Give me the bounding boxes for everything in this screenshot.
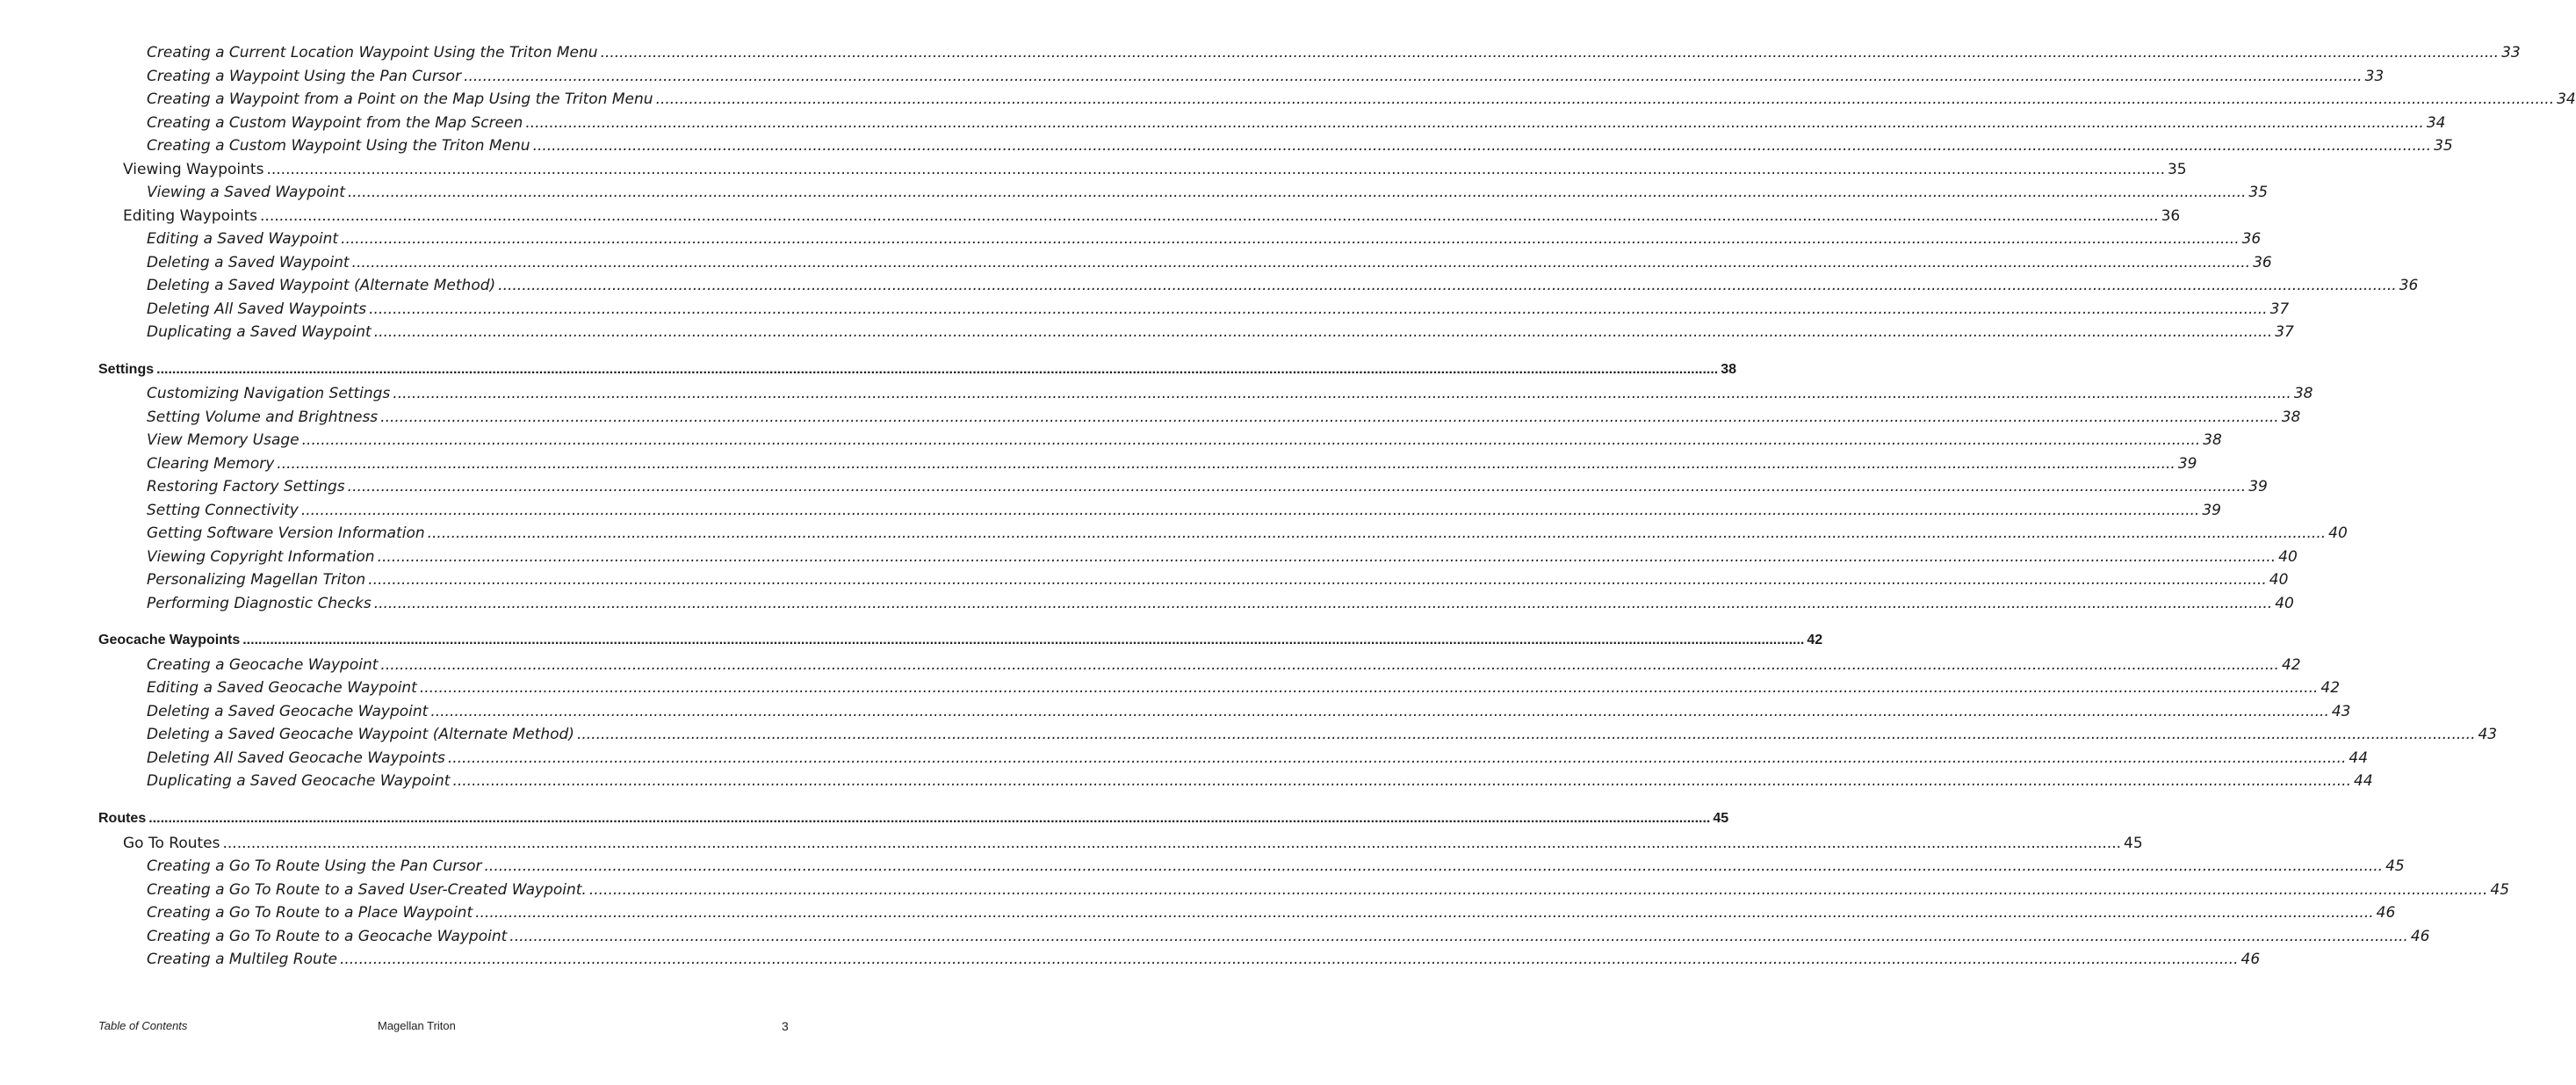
toc-entry-page-number: 34 [2557, 90, 2576, 108]
dot-leader: ................................................................................................................................................................................................................................................................................................................................................................................................................ [427, 524, 2327, 542]
dot-leader: ................................................................................................................................................................................................................................................................................................................................................................................................................ [222, 835, 2122, 852]
footer-page-number: 3 [782, 1019, 789, 1033]
toc-entry-title: Clearing Memory [147, 455, 275, 473]
toc-entry-page-number: 42 [1807, 633, 1823, 647]
dot-leader: ................................................................................................................................................................................................................................................................................................................................................................................................................ [532, 137, 2432, 155]
toc-entry-title: Deleting All Saved Waypoints [147, 300, 367, 318]
toc-entry-page-number: 33 [2501, 44, 2521, 61]
dot-leader: ................................................................................................................................................................................................................................................................................................................................................................................................................ [600, 44, 2500, 61]
toc-entry-title: Deleting a Saved Geocache Waypoint (Alternate Method) [147, 726, 574, 743]
toc-entry-page-number: 38 [1721, 362, 1737, 377]
dot-leader: ................................................................................................................................................................................................................................................................................................................................................................................................................ [347, 478, 2247, 495]
toc-entry-page-number: 36 [2241, 230, 2262, 248]
toc-entry-page-number: 44 [2349, 749, 2369, 767]
toc-entry-title: Deleting All Saved Geocache Waypoints [147, 749, 445, 767]
toc-entry-page-number: 46 [2376, 904, 2396, 922]
toc-entry[interactable] [147, 68, 2385, 87]
toc-entry-page-number: 38 [2293, 385, 2313, 402]
dot-leader: ................................................................................................................................................................................................................................................................................................................................................................................................................ [447, 749, 2347, 767]
toc-entry-title: Deleting a Saved Waypoint (Alternate Method) [147, 277, 496, 294]
toc-entry-page-number: 37 [2275, 323, 2294, 341]
toc-entry[interactable] [147, 749, 2369, 769]
dot-leader: ................................................................................................................................................................................................................................................................................................................................................................................................................ [347, 184, 2247, 201]
toc-entry[interactable] [123, 835, 2143, 854]
toc-entry-title: Duplicating a Saved Waypoint [147, 323, 372, 341]
toc-entry[interactable] [147, 137, 2453, 156]
toc-entry[interactable] [147, 928, 2430, 947]
dot-leader: ................................................................................................................................................................................................................................................................................................................................................................................................................ [301, 431, 2201, 449]
dot-leader: ................................................................................................................................................................................................................................................................................................................................................................................................................ [341, 230, 2240, 248]
toc-entry[interactable] [147, 524, 2348, 544]
toc-entry-page-number: 46 [2410, 928, 2430, 945]
toc-entry[interactable] [123, 207, 2181, 227]
dot-leader: ................................................................................................................................................................................................................................................................................................................................................................................................................ [242, 633, 1805, 647]
dot-leader: ................................................................................................................................................................................................................................................................................................................................................................................................................ [525, 114, 2424, 132]
toc-entry-title: Creating a Custom Waypoint Using the Triton Menu [147, 137, 530, 155]
dot-leader: ................................................................................................................................................................................................................................................................................................................................................................................................................ [380, 409, 2279, 426]
toc-entry-title: Creating a Custom Waypoint from the Map Screen [147, 114, 523, 132]
toc-entry[interactable] [147, 904, 2396, 923]
toc-entry-title: Customizing Navigation Settings [147, 385, 391, 402]
toc-entry[interactable] [147, 44, 2521, 63]
toc-entry-title: Routes [98, 811, 147, 826]
toc-entry[interactable] [147, 548, 2298, 568]
toc-entry-page-number: 40 [2269, 571, 2289, 589]
dot-leader: ................................................................................................................................................................................................................................................................................................................................................................................................................ [377, 548, 2277, 566]
toc-entry[interactable] [147, 772, 2373, 792]
toc-entry-title: Creating a Go To Route Using the Pan Cursor [147, 857, 482, 875]
toc-entry-title: Creating a Multileg Route [147, 951, 337, 968]
footer-section-title: Table of Contents [98, 1019, 188, 1032]
toc-entry-page-number: 38 [2203, 431, 2222, 449]
toc-entry-title: Setting Volume and Brightness [147, 409, 379, 426]
toc-entry-title: Settings [98, 362, 155, 377]
toc-entry-title: Geocache Waypoints [98, 633, 241, 647]
toc-entry-title: Restoring Factory Settings [147, 478, 345, 495]
toc-entry[interactable] [147, 277, 2419, 296]
toc-entry[interactable] [147, 679, 2341, 698]
page-footer [0, 1019, 838, 1040]
toc-entry-title: Personalizing Magellan Triton [147, 571, 366, 589]
toc-entry[interactable] [147, 323, 2294, 343]
toc-entry-page-number: 35 [2248, 184, 2269, 201]
toc-entry-page-number: 45 [2490, 881, 2510, 899]
toc-entry[interactable] [147, 254, 2272, 273]
dot-leader: ................................................................................................................................................................................................................................................................................................................................................................................................................ [509, 928, 2408, 945]
dot-leader: ................................................................................................................................................................................................................................................................................................................................................................................................................ [475, 904, 2374, 922]
toc-entry[interactable] [147, 114, 2446, 134]
toc-entry-title: Getting Software Version Information [147, 524, 425, 542]
dot-leader: ................................................................................................................................................................................................................................................................................................................................................................................................................ [300, 502, 2200, 519]
toc-entry-page-number: 39 [2248, 478, 2268, 495]
toc-entry-title: Viewing Copyright Information [147, 548, 375, 566]
dot-leader: ................................................................................................................................................................................................................................................................................................................................................................................................................ [373, 595, 2273, 612]
toc-entry-title: Performing Diagnostic Checks [147, 595, 372, 612]
toc-entry-page-number: 45 [1713, 811, 1729, 826]
dot-leader: ................................................................................................................................................................................................................................................................................................................................................................................................................ [484, 857, 2384, 875]
toc-entry-page-number: 36 [2399, 277, 2419, 294]
toc-entry-title: View Memory Usage [147, 431, 299, 449]
toc-entry-title: Duplicating a Saved Geocache Waypoint [147, 772, 451, 790]
toc-entry[interactable] [123, 161, 2187, 180]
toc-entry[interactable] [147, 571, 2289, 590]
toc-section-heading[interactable] [98, 362, 1737, 381]
toc-entry[interactable] [147, 595, 2294, 614]
toc-entry-title: Editing a Saved Geocache Waypoint [147, 679, 417, 697]
toc-entry[interactable] [147, 431, 2222, 451]
dot-leader: ................................................................................................................................................................................................................................................................................................................................................................................................................ [260, 207, 2159, 225]
dot-leader: ................................................................................................................................................................................................................................................................................................................................................................................................................ [369, 300, 2268, 318]
toc-entry[interactable] [147, 502, 2221, 521]
toc-entry-page-number: 40 [2278, 548, 2298, 566]
toc-entry[interactable] [147, 455, 2197, 474]
dot-leader: ................................................................................................................................................................................................................................................................................................................................................................................................................ [368, 571, 2267, 589]
toc-entry[interactable] [147, 951, 2261, 970]
dot-leader: ................................................................................................................................................................................................................................................................................................................................................................................................................ [655, 90, 2555, 108]
toc-entry[interactable] [147, 881, 2510, 901]
toc-entry-title: Deleting a Saved Geocache Waypoint [147, 703, 429, 720]
toc-entry-page-number: 35 [2434, 137, 2453, 155]
toc-entry[interactable] [147, 409, 2301, 428]
dot-leader: ................................................................................................................................................................................................................................................................................................................................................................................................................ [380, 656, 2279, 674]
toc-entry-title: Deleting a Saved Waypoint [147, 254, 350, 271]
dot-leader: ................................................................................................................................................................................................................................................................................................................................................................................................................ [430, 703, 2329, 720]
dot-leader: ................................................................................................................................................................................................................................................................................................................................................................................................................ [464, 68, 2363, 85]
toc-entry[interactable] [147, 300, 2290, 320]
toc-entry-page-number: 42 [2281, 656, 2301, 674]
toc-entry-title: Creating a Go To Route to a Geocache Waypoint [147, 928, 508, 945]
dot-leader: ................................................................................................................................................................................................................................................................................................................................................................................................................ [339, 951, 2239, 968]
toc-entry[interactable] [147, 184, 2269, 203]
toc-entry-title: Creating a Go To Route to a Saved User-Created Waypoint. [147, 881, 587, 899]
toc-entry[interactable] [147, 90, 2576, 110]
toc-entry-page-number: 34 [2426, 114, 2446, 132]
toc-entry-page-number: 43 [2331, 703, 2351, 720]
toc-entry-page-number: 38 [2281, 409, 2301, 426]
toc-entry-title: Viewing Waypoints [123, 161, 264, 178]
dot-leader: ................................................................................................................................................................................................................................................................................................................................................................................................................ [277, 455, 2176, 473]
toc-entry-page-number: 39 [2177, 455, 2197, 473]
toc-entry[interactable] [147, 703, 2351, 722]
dot-leader: ................................................................................................................................................................................................................................................................................................................................................................................................................ [266, 161, 2165, 178]
toc-section-heading[interactable] [98, 633, 1823, 652]
toc-entry-page-number: 39 [2202, 502, 2221, 519]
toc-entry-title: Creating a Waypoint Using the Pan Cursor [147, 68, 462, 85]
toc-entry-page-number: 37 [2269, 300, 2290, 318]
toc-entry[interactable] [147, 726, 2498, 745]
dot-leader: ................................................................................................................................................................................................................................................................................................................................................................................................................ [148, 811, 1711, 826]
toc-entry-title: Creating a Waypoint from a Point on the Map Using the Triton Menu [147, 90, 653, 108]
toc-entry-page-number: 40 [2275, 595, 2294, 612]
toc-entry-title: Creating a Go To Route to a Place Waypoint [147, 904, 473, 922]
toc-entry-page-number: 33 [2364, 68, 2385, 85]
toc-entry-page-number: 45 [2124, 835, 2143, 852]
toc-entry-page-number: 36 [2253, 254, 2272, 271]
toc-entry-title: Go To Routes [123, 835, 220, 852]
dot-leader: ................................................................................................................................................................................................................................................................................................................................................................................................................ [498, 277, 2397, 294]
toc-entry-page-number: 46 [2240, 951, 2261, 968]
toc-entry-page-number: 35 [2167, 161, 2187, 178]
dot-leader: ................................................................................................................................................................................................................................................................................................................................................................................................................ [373, 323, 2273, 341]
toc-entry-page-number: 43 [2478, 726, 2498, 743]
toc-entry[interactable] [147, 230, 2262, 250]
toc-entry[interactable] [147, 385, 2313, 404]
toc-entry[interactable] [147, 857, 2405, 877]
toc-entry[interactable] [147, 478, 2268, 497]
toc-entry-title: Editing Waypoints [123, 207, 258, 225]
dot-leader: ................................................................................................................................................................................................................................................................................................................................................................................................................ [156, 362, 1719, 377]
dot-leader: ................................................................................................................................................................................................................................................................................................................................................................................................................ [351, 254, 2251, 271]
toc-entry-page-number: 42 [2320, 679, 2341, 697]
dot-leader: ................................................................................................................................................................................................................................................................................................................................................................................................................ [588, 881, 2488, 899]
toc-entry-page-number: 36 [2161, 207, 2181, 225]
dot-leader: ................................................................................................................................................................................................................................................................................................................................................................................................................ [452, 772, 2351, 790]
footer-product-name: Magellan Triton [378, 1019, 456, 1032]
toc-section-heading[interactable] [98, 811, 1729, 830]
toc-entry-title: Creating a Geocache Waypoint [147, 656, 379, 674]
toc-entry-title: Setting Connectivity [147, 502, 299, 519]
toc-entry[interactable] [147, 656, 2301, 676]
toc-entry-title: Viewing a Saved Waypoint [147, 184, 345, 201]
toc-entry-page-number: 45 [2385, 857, 2405, 875]
toc-entry-title: Editing a Saved Waypoint [147, 230, 339, 248]
dot-leader: ................................................................................................................................................................................................................................................................................................................................................................................................................ [393, 385, 2291, 402]
dot-leader: ................................................................................................................................................................................................................................................................................................................................................................................................................ [576, 726, 2476, 743]
dot-leader: ................................................................................................................................................................................................................................................................................................................................................................................................................ [419, 679, 2319, 697]
toc-entry-page-number: 40 [2328, 524, 2348, 542]
toc-entry-page-number: 44 [2354, 772, 2373, 790]
toc-entry-title: Creating a Current Location Waypoint Using the Triton Menu [147, 44, 598, 61]
